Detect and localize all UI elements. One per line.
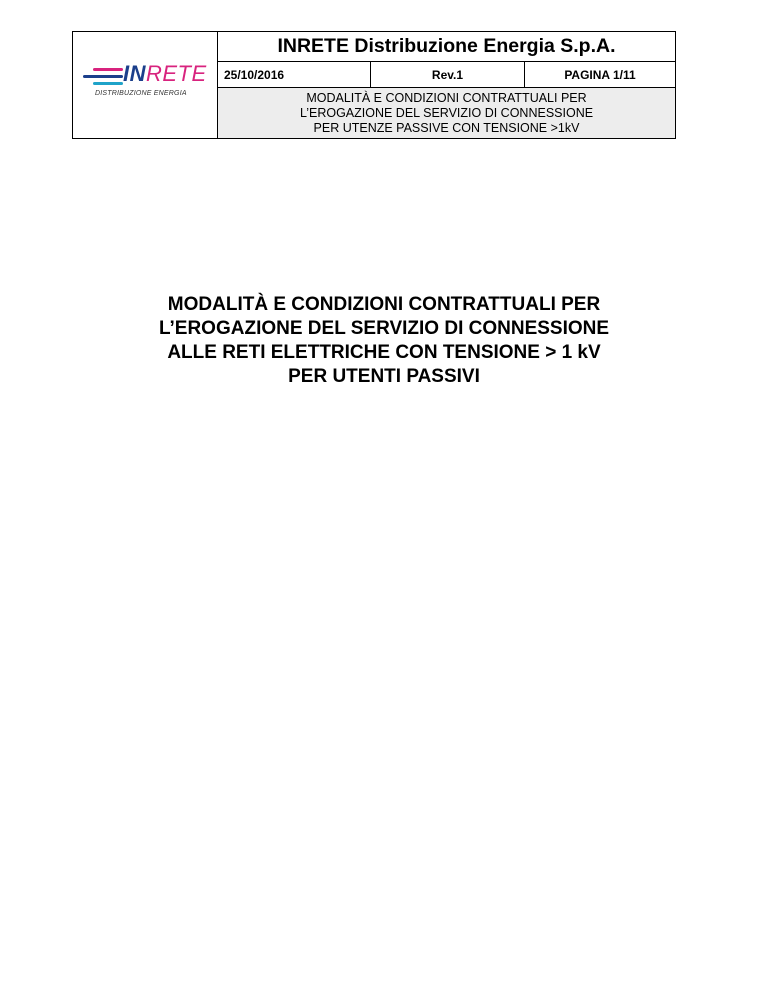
company-name: INRETE Distribuzione Energia S.p.A. (218, 32, 676, 62)
page-number: PAGINA 1/11 (525, 62, 676, 88)
logo-in: IN (123, 61, 146, 86)
document-revision: Rev.1 (371, 62, 525, 88)
logo-wordmark (123, 62, 207, 86)
subtitle-line: L’EROGAZIONE DEL SERVIZIO DI CONNESSIONE (299, 105, 594, 120)
subtitle-line: MODALITÀ E CONDIZIONI CONTRATTUALI PER (306, 90, 587, 105)
title-line: MODALITÀ E CONDIZIONI CONTRATTUALI PER (167, 294, 601, 315)
logo-rete: RETE (146, 61, 207, 86)
logo-tagline: DISTRIBUZIONE ENERGIA (95, 90, 187, 97)
subtitle-line: PER UTENZE PASSIVE CON TENSIONE >1kV (313, 120, 580, 135)
main-title (72, 293, 696, 389)
logo-cell (73, 32, 218, 139)
title-line: L’EROGAZIONE DEL SERVIZIO DI CONNESSIONE (158, 318, 610, 339)
document-date: 25/10/2016 (218, 62, 371, 88)
title-line: PER UTENTI PASSIVI (288, 366, 480, 387)
document-header (72, 31, 676, 139)
inrete-logo (73, 33, 218, 137)
title-line: ALLE RETI ELETTRICHE CON TENSIONE > 1 kV (167, 342, 601, 363)
document-subtitle (218, 88, 676, 139)
logo-stripes-icon (79, 67, 123, 87)
